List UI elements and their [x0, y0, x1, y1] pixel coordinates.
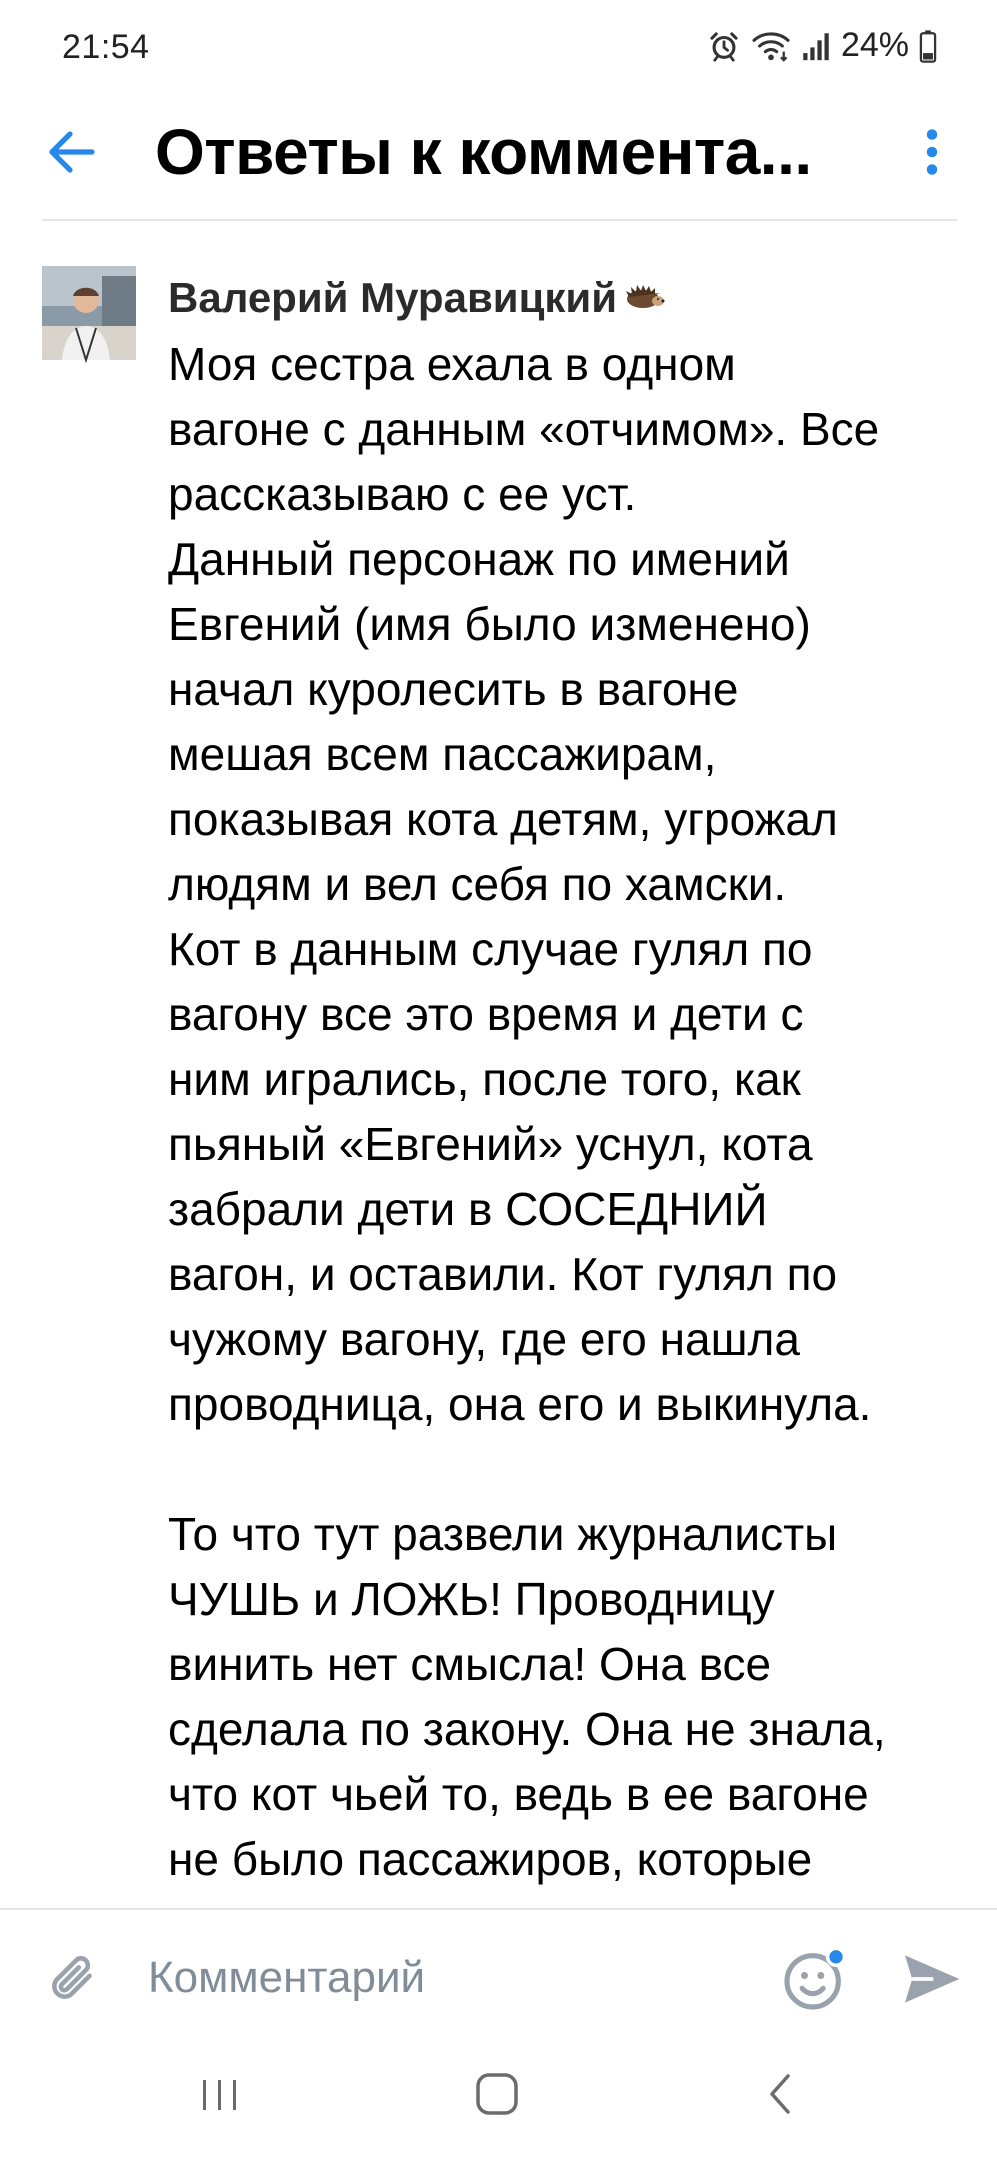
back-icon [762, 2071, 798, 2122]
comment-text: Моя сестра ехала в одном вагоне с данным «отчимом». Все рассказываю с ее уст. Данный персонаж по имений Евгений (имя было изменено) начал куролесить в вагоне мешая всем пассажирам, показывая кота детям, угрожал людям и вел себя по хамски. Кот в данным случае гулял по вагону все это время и дети с ним игрались, после того, как пьяный «Евгений» уснул, кота забрали дети в СОСЕДНИЙ вагон, и оставили. Кот гулял по чужому вагону, где его нашла проводница, она его и выкинула. То что тут развели журналисты ЧУШЬ и ЛОЖЬ! Проводницу винить нет смысла! Она все сделала по закону. Она не знала, что кот чьей то, ведь в ее вагоне не было пассажиров, которые [168, 338, 886, 1885]
recent-apps-icon [197, 2074, 243, 2119]
alarm-icon [707, 29, 741, 63]
page-title: Ответы к коммента... [155, 116, 812, 188]
system-back-button[interactable] [735, 2066, 825, 2126]
wifi-icon [751, 29, 791, 63]
paperclip-icon [44, 1950, 102, 2013]
hedgehog-icon [623, 281, 667, 316]
more-vertical-icon [925, 127, 939, 182]
back-button[interactable] [40, 122, 104, 186]
comment-composer [0, 1908, 997, 2046]
smile-icon [780, 2001, 850, 2018]
home-icon [474, 2071, 520, 2122]
comment-input[interactable] [148, 1942, 748, 2014]
status-time: 21:54 [62, 28, 150, 66]
attach-button[interactable] [40, 1948, 106, 2014]
navigation-bar [0, 2046, 997, 2160]
more-options-button[interactable] [907, 122, 957, 186]
avatar[interactable] [42, 266, 136, 360]
battery-icon [919, 29, 937, 63]
author-name[interactable]: Валерий Муравицкий [168, 274, 618, 321]
battery-percent: 24% [840, 26, 909, 64]
author-row [168, 274, 667, 322]
header-divider [42, 219, 957, 221]
send-icon [898, 1999, 964, 2016]
comment [0, 222, 997, 1908]
recent-apps-button[interactable] [175, 2066, 265, 2126]
signal-icon [801, 29, 831, 63]
home-button[interactable] [452, 2066, 542, 2126]
emoji-button[interactable] [780, 1944, 850, 2014]
send-button[interactable] [898, 1946, 964, 2012]
status-icons [707, 26, 937, 65]
app-header [0, 100, 997, 220]
status-bar [0, 0, 997, 100]
arrow-left-icon [44, 124, 100, 185]
